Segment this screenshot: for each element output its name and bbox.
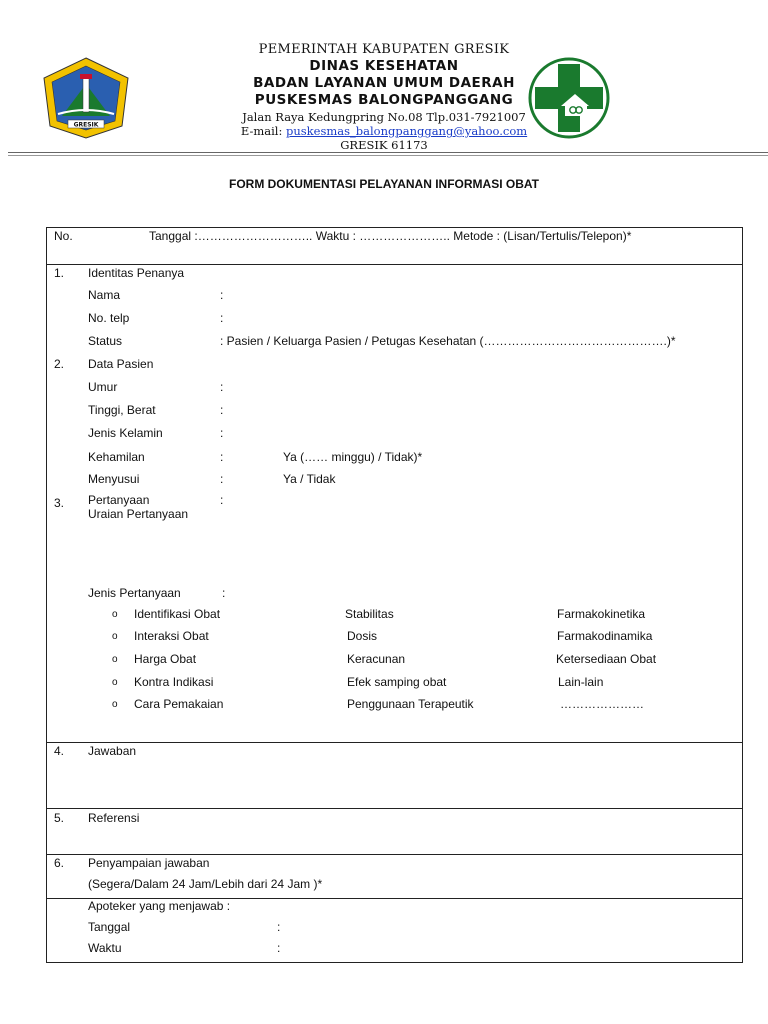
section-6-number: 6. [54,856,65,870]
email-label: E-mail: [240,124,286,138]
option-efek-samping: Efek samping obat [347,675,447,689]
section-5-number: 5. [54,811,65,825]
header-government: PEMERINTAH KABUPATEN GRESIK [258,42,510,57]
header-department: DINAS KESEHATAN [309,58,459,74]
delivery-options: (Segera/Dalam 24 Jam/Lebih dari 24 Jam )* [88,877,323,891]
section-4-title: Jawaban [88,744,137,758]
option-cara-pemakaian: Cara Pemakaian [134,697,224,711]
row-divider [46,854,742,855]
kehamilan-options: Ya (…… minggu) / Tidak)* [283,450,423,464]
label-uraian: Uraian Pertanyaan [88,507,189,521]
label-jenis-kelamin: Jenis Kelamin [88,426,163,440]
option-lain-lain: Lain-lain [558,675,604,689]
header-puskesmas: PUSKESMAS BALONGPANGGANG [254,92,514,108]
option-identifikasi-obat: Identifikasi Obat [134,607,221,621]
label-status: Status [88,334,123,348]
colon: : [220,493,224,507]
colon: : [220,450,224,464]
row-divider [46,808,742,809]
menyusui-options: Ya / Tidak [283,472,336,486]
bullet: o [112,677,118,688]
option-interaksi-obat: Interaksi Obat [134,629,209,643]
row-divider [46,264,742,265]
seal-label: GRESIK [73,121,99,129]
header-rule [8,152,768,153]
section-4-number: 4. [54,744,65,758]
option-penggunaan-terapeutik: Penggunaan Terapeutik [347,697,474,711]
header-agency: BADAN LAYANAN UMUM DAERAH [253,75,515,91]
option-harga-obat: Harga Obat [134,652,197,666]
colon: : [277,941,281,955]
label-nama: Nama [88,288,121,302]
colon: : [220,403,224,417]
section-2-title: Data Pasien [88,357,154,371]
option-keracunan: Keracunan [347,652,406,666]
label-apoteker: Apoteker yang menjawab : [88,899,231,913]
section-1-title: Identitas Penanya [88,266,185,280]
colon: : [220,288,224,302]
section-3-number: 3. [54,496,65,510]
label-tanggal: Tanggal [88,920,131,934]
label-tinggi-berat: Tinggi, Berat [88,403,156,417]
label-jenis-pertanyaan: Jenis Pertanyaan [88,586,181,600]
section-1-number: 1. [54,266,65,280]
header-address: Jalan Raya Kedungpring No.08 Tlp.031-7921007 [242,110,526,124]
form-title: FORM DOKUMENTASI PELAYANAN INFORMASI OBAT [228,177,539,191]
colon: : [220,380,224,394]
colon: : [220,311,224,325]
bullet: o [112,631,118,642]
header-rule-thin [8,155,768,156]
option-dosis: Dosis [347,629,378,643]
option-lain-lain-blank: ………………… [560,697,644,711]
section-2-number: 2. [54,357,65,371]
bullet: o [112,609,118,620]
option-stabilitas: Stabilitas [345,607,394,621]
colon: : [277,920,281,934]
section-5-title: Referensi [88,811,140,825]
label-telp: No. telp [88,311,130,325]
colon: : [220,472,224,486]
option-farmakodinamika: Farmakodinamika [557,629,653,643]
row-divider [46,742,742,743]
bullet: o [112,699,118,710]
label-kehamilan: Kehamilan [88,450,145,464]
date-time-method: Tanggal :……………………….. Waktu : ………………….. Metode : (Lisan/Tertulis/Telepon)* [149,229,632,243]
label-menyusui: Menyusui [88,472,140,486]
section-6-title: Penyampaian jawaban [88,856,210,870]
option-kontra-indikasi: Kontra Indikasi [134,675,214,689]
email-link[interactable]: puskesmas_balongpanggang@yahoo.com [286,124,528,138]
bullet: o [112,654,118,665]
status-options: : Pasien / Keluarga Pasien / Petugas Kesehatan (……………………………………….)* [220,334,676,348]
option-farmakokinetika: Farmakokinetika [557,607,646,621]
colon: : [220,426,224,440]
label-waktu: Waktu [88,941,122,955]
option-ketersediaan-obat: Ketersediaan Obat [556,652,657,666]
section-3-title: Pertanyaan [88,493,150,507]
header-city: GRESIK 61173 [340,138,428,152]
colon: : [222,586,226,600]
col-no: No. [54,229,73,243]
header-email-line [0,121,768,138]
label-umur: Umur [88,380,118,394]
